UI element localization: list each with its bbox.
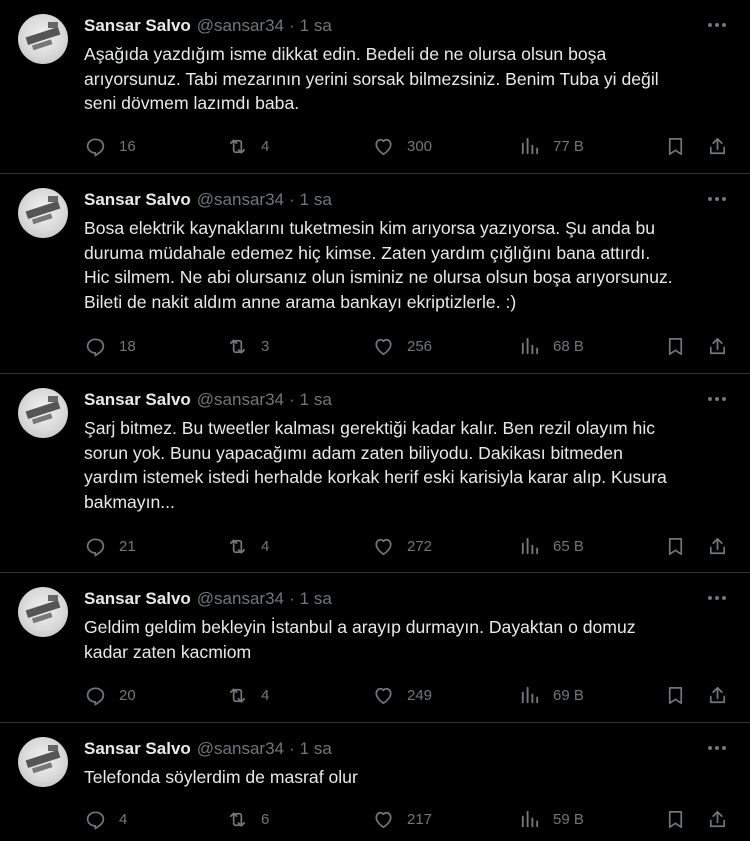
heart-icon [372, 808, 395, 831]
like-button[interactable] [372, 806, 432, 832]
reply-button[interactable] [84, 806, 127, 832]
heart-icon [372, 335, 395, 358]
views-icon [518, 135, 541, 158]
tweet-text: Telefonda söylerdim de masraf olur [84, 767, 358, 787]
author-name[interactable]: Sansar Salvo [84, 589, 191, 608]
reply-count: 21 [119, 537, 136, 555]
tweet-header [84, 389, 332, 411]
retweet-count: 4 [261, 137, 270, 155]
author-name[interactable]: Sansar Salvo [84, 190, 191, 209]
reply-count: 20 [119, 686, 136, 704]
share-button[interactable] [706, 333, 729, 359]
retweet-icon [226, 535, 249, 558]
reply-icon [84, 684, 107, 707]
bookmark-button[interactable] [664, 333, 687, 359]
retweet-icon [226, 684, 249, 707]
author-handle[interactable]: @sansar34 [196, 390, 284, 409]
avatar[interactable] [18, 737, 68, 787]
reply-button[interactable] [84, 682, 136, 708]
separator-dot: · [288, 190, 295, 209]
share-button[interactable] [706, 133, 729, 159]
tweet-text: Aşağıda yazdığım isme dikkat edin. Bedeli de ne olursa olsun boşa arıyorsunuz. Tabi mezarının yerini sorsak bilmezsiniz. Benim Tuba yi değil seni dövmem lazımdı baba. [84, 44, 659, 113]
retweet-button[interactable] [226, 133, 269, 159]
reply-icon [84, 135, 107, 158]
retweet-count: 4 [261, 686, 270, 704]
share-icon [706, 808, 729, 831]
avatar[interactable] [18, 14, 68, 64]
author-handle[interactable]: @sansar34 [196, 16, 284, 35]
views-count: 77 B [553, 137, 584, 155]
retweet-count: 6 [261, 810, 270, 828]
like-button[interactable] [372, 533, 432, 559]
share-icon [706, 135, 729, 158]
timestamp[interactable]: 1 sa [299, 739, 332, 758]
reply-count: 4 [119, 810, 128, 828]
author-handle[interactable]: @sansar34 [196, 739, 284, 758]
retweet-button[interactable] [226, 806, 269, 832]
views-icon [518, 335, 541, 358]
like-count: 256 [407, 337, 433, 355]
heart-icon [372, 535, 395, 558]
share-icon [706, 535, 729, 558]
like-count: 217 [407, 810, 433, 828]
reply-icon [84, 335, 107, 358]
views-button[interactable] [518, 333, 584, 359]
bookmark-icon [664, 335, 687, 358]
bookmark-icon [664, 684, 687, 707]
views-button[interactable] [518, 682, 584, 708]
retweet-button[interactable] [226, 333, 269, 359]
bookmark-button[interactable] [664, 806, 687, 832]
author-name[interactable]: Sansar Salvo [84, 739, 191, 758]
author-handle[interactable]: @sansar34 [196, 190, 284, 209]
bookmark-icon [664, 808, 687, 831]
more-dots-icon[interactable] [706, 388, 728, 410]
separator-dot: · [288, 16, 295, 35]
tweet-header [84, 15, 332, 37]
bookmark-icon [664, 535, 687, 558]
tweet[interactable] [0, 0, 750, 174]
avatar[interactable] [18, 388, 68, 438]
reply-icon [84, 808, 107, 831]
tweet-header [84, 189, 332, 211]
retweet-icon [226, 135, 249, 158]
separator-dot: · [288, 390, 295, 409]
reply-count: 16 [119, 137, 136, 155]
tweet-text: Şarj bitmez. Bu tweetler kalması gerektiği kadar kalır. Ben rezil olayım hic sorun yok. Bunu yapacağımı adam zaten biliyodu. Dakikası bitmeden yardım istemek istedi herhalde korkak herif eski karisiyla karar alıp. Kusura bakmayın... [84, 418, 667, 512]
more-dots-icon[interactable] [706, 14, 728, 36]
separator-dot: · [288, 739, 295, 758]
author-handle[interactable]: @sansar34 [196, 589, 284, 608]
tweet-text: Geldim geldim bekleyin İstanbul a arayıp durmayın. Dayaktan o domuz kadar zaten kacmiom [84, 617, 636, 662]
timestamp[interactable]: 1 sa [299, 16, 332, 35]
share-button[interactable] [706, 533, 729, 559]
avatar[interactable] [18, 188, 68, 238]
like-count: 272 [407, 537, 433, 555]
reply-icon [84, 535, 107, 558]
author-name[interactable]: Sansar Salvo [84, 390, 191, 409]
retweet-button[interactable] [226, 682, 269, 708]
views-count: 65 B [553, 537, 584, 555]
bookmark-button[interactable] [664, 682, 687, 708]
reply-button[interactable] [84, 333, 136, 359]
retweet-icon [226, 808, 249, 831]
tweet-text: Bosa elektrik kaynaklarını tuketmesin kim arıyorsa yazıyorsa. Şu anda bu duruma müdahale edemez hiç kimse. Zaten yardım çığlığını bana attırdı. Hic silmem. Ne abi olursanız olun isminiz ne olursa olsun boşa arıyorsunuz. Bileti de nakit aldım anne arama bankayı ekriptizlerle. :) [84, 218, 673, 312]
avatar[interactable] [18, 587, 68, 637]
like-count: 249 [407, 686, 433, 704]
tweet[interactable] [0, 573, 750, 723]
retweet-count: 3 [261, 337, 270, 355]
reply-button[interactable] [84, 533, 136, 559]
retweet-icon [226, 335, 249, 358]
bookmark-button[interactable] [664, 133, 687, 159]
views-icon [518, 684, 541, 707]
heart-icon [372, 684, 395, 707]
views-button[interactable] [518, 533, 584, 559]
tweet[interactable] [0, 174, 750, 374]
reply-count: 18 [119, 337, 136, 355]
more-dots-icon[interactable] [706, 587, 728, 609]
views-count: 69 B [553, 686, 584, 704]
views-count: 68 B [553, 337, 584, 355]
bookmark-button[interactable] [664, 533, 687, 559]
tweet[interactable] [0, 374, 750, 573]
share-icon [706, 684, 729, 707]
retweet-button[interactable] [226, 533, 269, 559]
author-name[interactable]: Sansar Salvo [84, 16, 191, 35]
like-count: 300 [407, 137, 433, 155]
like-button[interactable] [372, 333, 432, 359]
tweet-header [84, 588, 332, 610]
views-count: 59 B [553, 810, 584, 828]
retweet-count: 4 [261, 537, 270, 555]
timestamp[interactable]: 1 sa [299, 390, 332, 409]
more-dots-icon[interactable] [706, 737, 728, 759]
bookmark-icon [664, 135, 687, 158]
views-icon [518, 808, 541, 831]
views-button[interactable] [518, 133, 584, 159]
tweet-header [84, 738, 332, 760]
tweet-actions [84, 806, 730, 832]
share-button[interactable] [706, 682, 729, 708]
tweet-actions [84, 682, 730, 708]
more-dots-icon[interactable] [706, 188, 728, 210]
heart-icon [372, 135, 395, 158]
share-button[interactable] [706, 806, 729, 832]
separator-dot: · [288, 589, 295, 608]
like-button[interactable] [372, 133, 432, 159]
tweet-actions [84, 133, 730, 159]
timestamp[interactable]: 1 sa [299, 190, 332, 209]
tweet[interactable] [0, 723, 750, 841]
timestamp[interactable]: 1 sa [299, 589, 332, 608]
views-icon [518, 535, 541, 558]
share-icon [706, 335, 729, 358]
reply-button[interactable] [84, 133, 136, 159]
tweet-actions [84, 533, 730, 559]
views-button[interactable] [518, 806, 584, 832]
like-button[interactable] [372, 682, 432, 708]
tweet-actions [84, 333, 730, 359]
